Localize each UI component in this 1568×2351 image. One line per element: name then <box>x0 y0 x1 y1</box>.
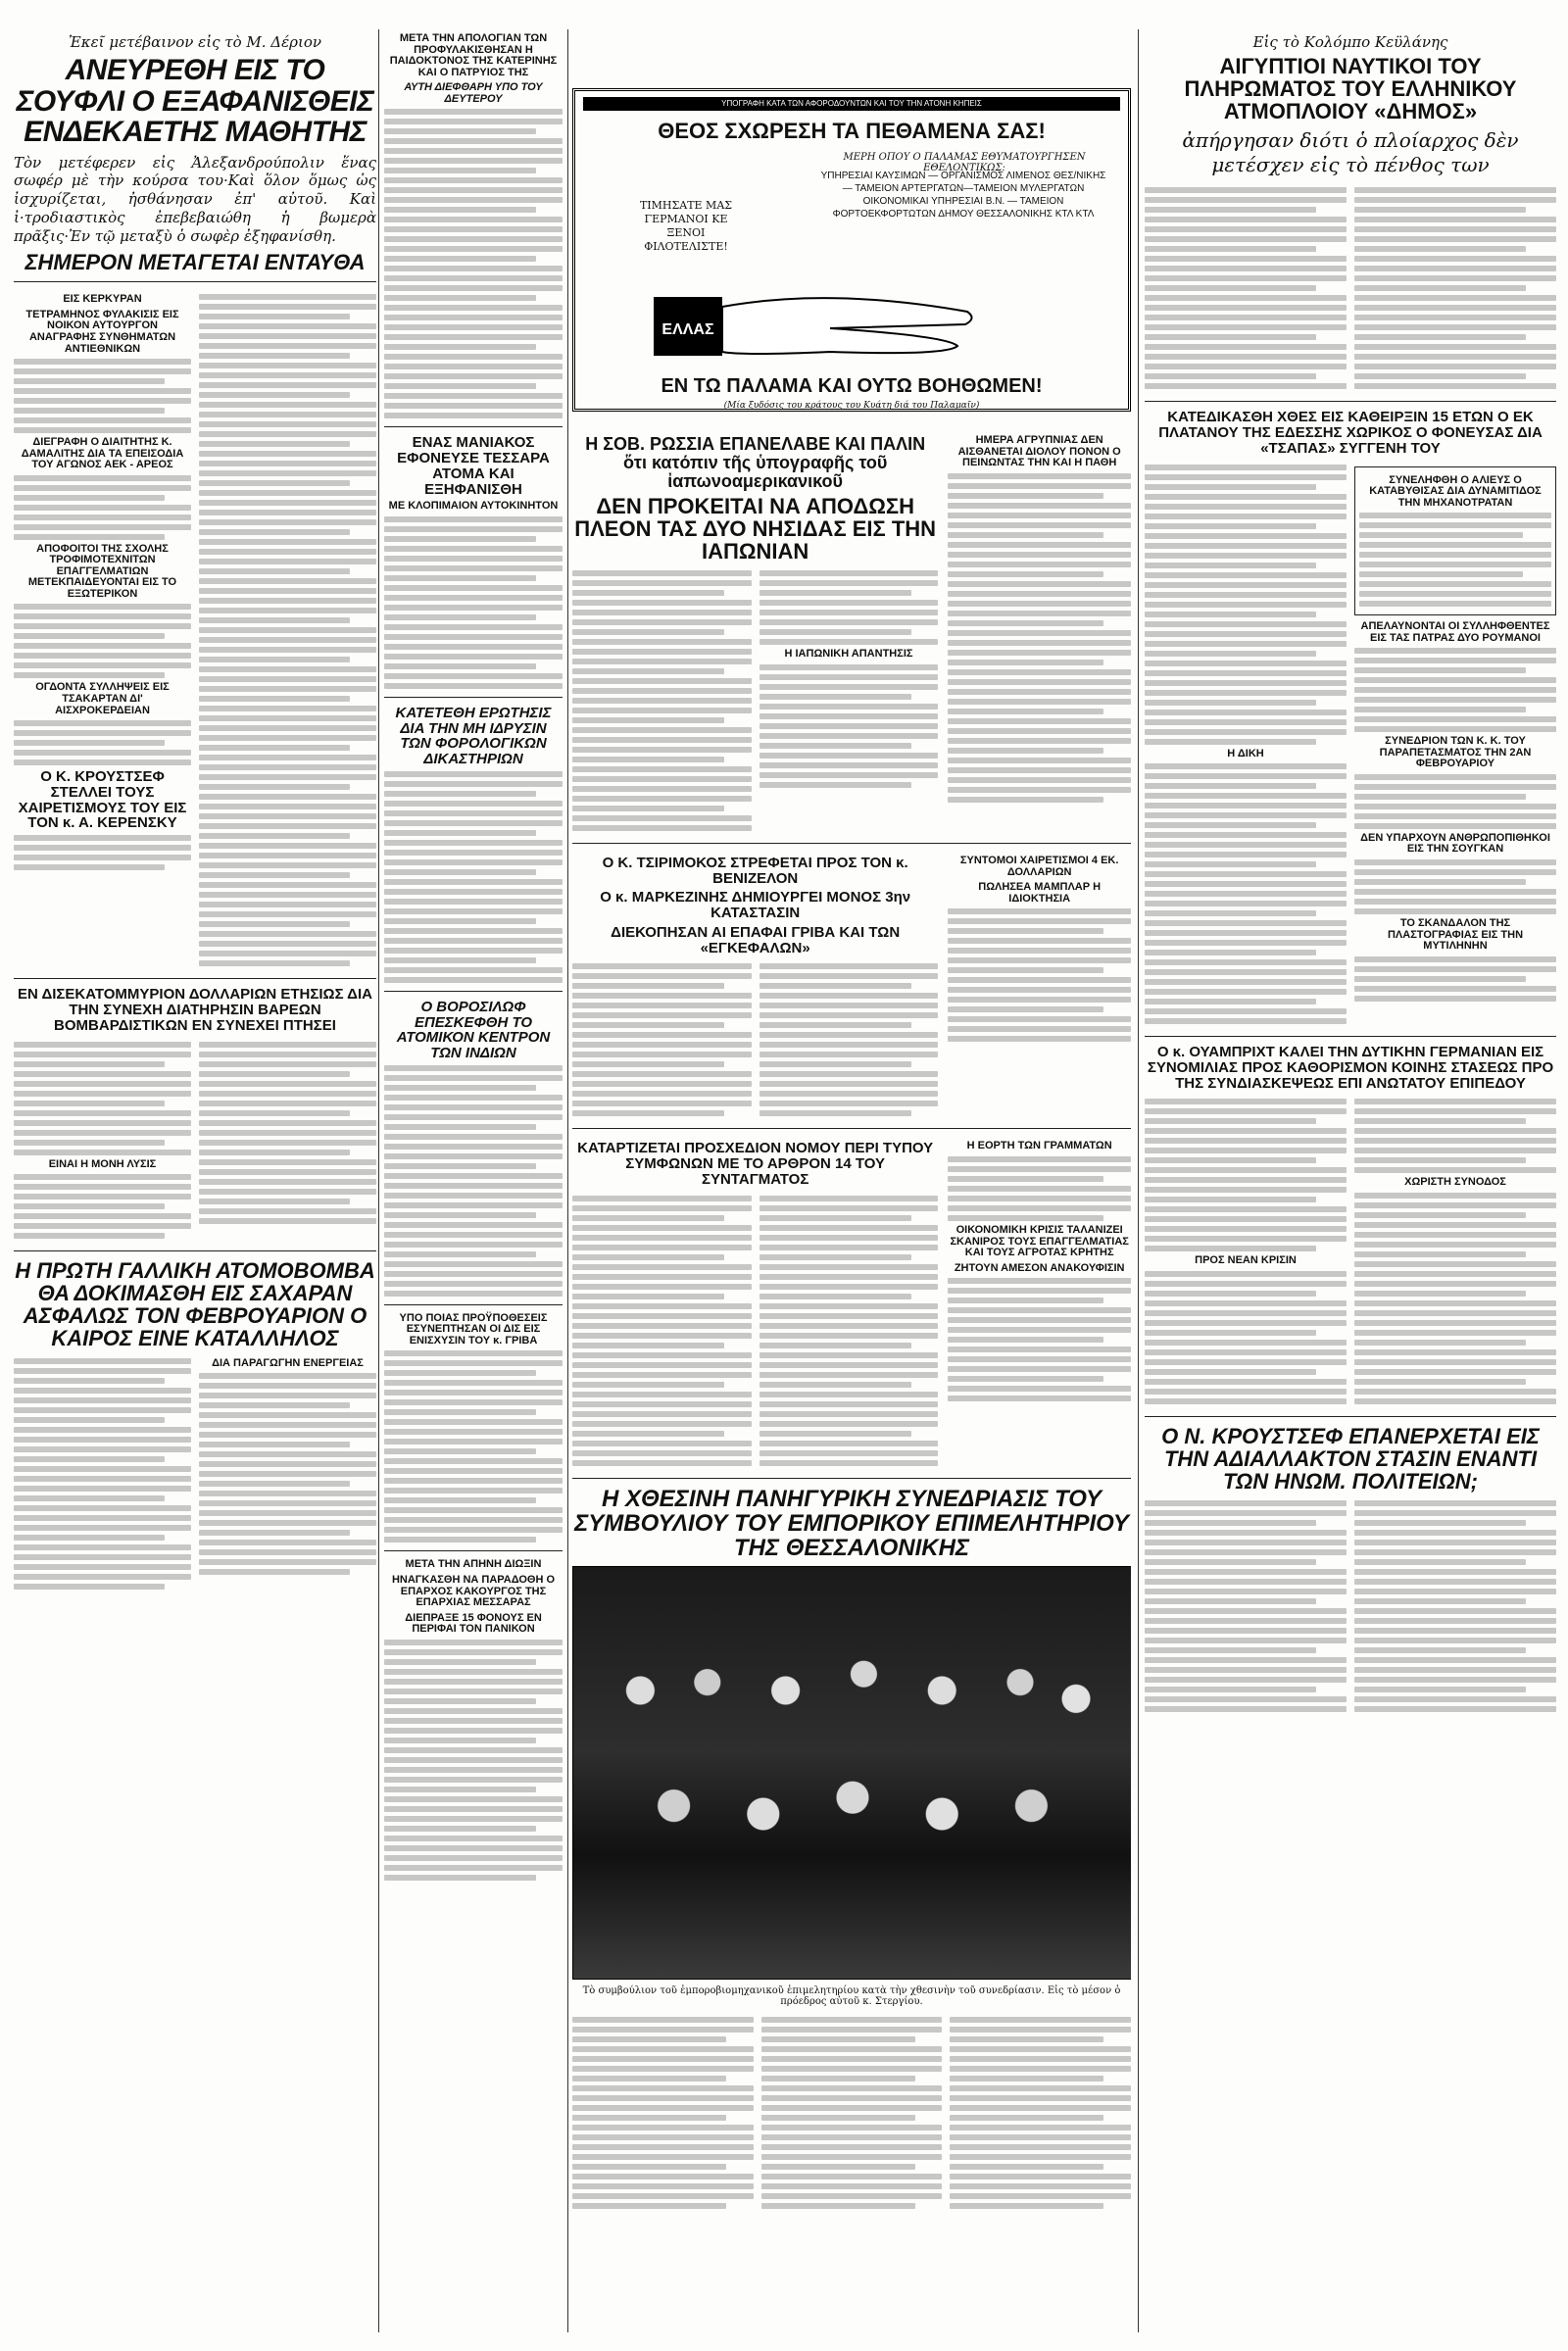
column-rule <box>1138 29 1139 2332</box>
left-column <box>14 29 376 2342</box>
meeting-photo <box>572 1566 1131 1980</box>
article-headline: Ο Ν. ΚΡΟΥΣΤΣΕΦ ΕΠΑΝΕΡΧΕΤΑΙ ΕΙΣ ΤΗΝ ΑΔΙΑΛΛΑΚΤΟΝ ΣΤΑΣΙΝ ΕΝΑΝΤΙ ΤΩΝ ΗΝΩΜ. ΠΟΛΙΤΕΙΩΝ; <box>1161 1423 1540 1494</box>
ad-title: ΘΕΟΣ ΣΧΩΡΕΣΗ ΤΑ ΠΕΘΑΜΕΝΑ ΣΑΣ! <box>658 119 1046 143</box>
second-column <box>384 29 563 2342</box>
article-headline: Η ΠΡΩΤΗ ΓΑΛΛΙΚΗ ΑΤΟΜΟΒΟΜΒΑ ΘΑ ΔΟΚΙΜΑΣΘΗ ΕΙΣ ΣΑΧΑΡΑΝ ΑΣΦΑΛΩΣ ΤΟΝ ΦΕΒΡΟΥΑΡΙΟΝ Ο ΚΑΙΡΟΣ ΕΙΝΕ ΚΑΤΑΛΛΗΛΟΣ <box>15 1258 375 1351</box>
article-headline: Η ΕΟΡΤΗ ΤΩΝ ΓΡΑΜΜΑΤΩΝ <box>966 1140 1112 1152</box>
article-headline: ΔΕΝ ΥΠΑΡΧΟΥΝ ΑΝΘΡΩΠΟΠΙΘΗΚΟΙ ΕΙΣ ΤΗΝ ΣΟΥΓΚΑΝ <box>1360 831 1550 856</box>
hand-shape <box>722 298 972 354</box>
ad-subtitle: ΜΕΡΗ ΟΠΟΥ Ο ΠΑΛΑΜΑΣ ΕΘΥΜΑΤΟΥΡΓΗΣΕΝ ΕΘΕΛΟΝΤΙΚΩΣ: <box>843 152 1086 173</box>
divider <box>14 281 376 282</box>
article-headline: ΥΠΟ ΠΟΙΑΣ ΠΡΟΫΠΟΘΕΣΕΙΣ ΕΣΥΝΕΠΤΗΣΑΝ ΟΙ ΔΙΣ ΕΙΣ ΕΝΙΣΧΥΣΙΝ ΤΟΥ κ. ΓΡΙΒΑ <box>399 1311 548 1347</box>
deck: Τὸν μετέφερεν εἰς Ἀλεξανδρούπολιν ἕνας σωφέρ μὲ τὴν κούρσα του·Καὶ ὅλον ὅμως ὡς ἰσχυρίζεται, ἠσθάνησαν ἐπ' αὐτοῦ. Καὶ ἰ·τροδιαστικὸς ἐπεβεβαιώθη ἡ βωμερὰ πρᾶξις·Ἐν τῷ μεταξὺ ὁ σωφὲρ ἐξηφανίσθη. <box>14 153 376 245</box>
subhead: ΣΗΜΕΡΟΝ ΜΕΤΑΓΕΤΑΙ ΕΝΤΑΥΘΑ <box>24 250 366 275</box>
article-subhead: ΖΗΤΟΥΝ ΑΜΕΣΟΝ ΑΝΑΚΟΥΦΙΣΙΝ <box>954 1261 1125 1274</box>
article-headline: ΚΑΤΕΤΕΘΗ ΕΡΩΤΗΣΙΣ ΔΙΑ ΤΗΝ ΜΗ ΙΔΡΥΣΙΝ ΤΩΝ ΦΟΡΟΛΟΓΙΚΩΝ ΔΙΚΑΣΤΗΡΙΩΝ <box>395 704 552 768</box>
kicker: Εἰς τὸ Κολόμπο Κεϋλάνης <box>1252 33 1448 51</box>
article-headline: ΑΠΕΛΑΥΝΟΝΤΑΙ ΟΙ ΣΥΛΛΗΦΘΕΝΤΕΣ ΕΙΣ ΤΑΣ ΠΑΤΡΑΣ ΔΥΟ ΡΟΥΜΑΝΟΙ <box>1360 620 1550 644</box>
article-headline: Ο ΒΟΡΟΣΙΛΩΦ ΕΠΕΣΚΕΦΘΗ ΤΟ ΑΤΟΜΙΚΟΝ ΚΕΝΤΡΟΝ ΤΩΝ ΙΝΔΙΩΝ <box>396 998 551 1062</box>
boxed-article <box>1354 466 1556 616</box>
photo-headline: Η ΧΘΕΣΙΝΗ ΠΑΝΗΓΥΡΙΚΗ ΣΥΝΕΔΡΙΑΣΙΣ ΤΟΥ ΣΥΜΒΟΥΛΙΟΥ ΤΟΥ ΕΜΠΟΡΙΚΟΥ ΕΠΙΜΕΛΗΤΗΡΙΟΥ ΤΗΣ ΘΕΣΣΑΛΟΝΙΚΗΣ <box>574 1485 1129 1562</box>
article-headline: ΚΑΤΑΡΤΙΖΕΤΑΙ ΠΡΟΣΧΕΔΙΟΝ ΝΟΜΟΥ ΠΕΡΙ ΤΥΠΟΥ ΣΥΜΦΩΝΩΝ ΜΕ ΤΟ ΑΡΘΡΟΝ 14 ΤΟΥ ΣΥΝΤΑΓΜΑΤΟΣ <box>577 1140 934 1188</box>
article-headline: ΟΓΔΟΝΤΑ ΣΥΛΛΗΨΕΙΣ ΕΙΣ ΤΣΑΚΑΡΤΑΝ ΔΙ' ΑΙΣΧΡΟΚΕΡΔΕΙΑΝ <box>35 681 170 716</box>
article-headline: ΜΕΤΑ ΤΗΝ ΑΠΟΛΟΓΙΑΝ ΤΩΝ ΠΡΟΦΥΛΑΚΙΣΘΗΣΑΝ Η ΠΑΙΔΟΚΤΟΝΟΣ ΤΗΣ ΚΑΤΕΡΙΝΗΣ ΚΑΙ Ο ΠΑΤΡΥΙΟΣ ΤΗΣ <box>389 32 558 78</box>
photo-caption: Τὸ συμβούλιον τοῦ ἐμποροβιομηχανικοῦ ἐπιμελητηρίου κατὰ τὴν χθεσινὴν τοῦ συνεδρίασιν. Εἰς τὸ μέσον ὁ πρόεδρος αὐτοῦ κ. Στεργίου. <box>582 1985 1121 2008</box>
article-headline: Ο κ. ΟΥΑΜΠΡΙΧΤ ΚΑΛΕΙ ΤΗΝ ΔΥΤΙΚΗΝ ΓΕΡΜΑΝΙΑΝ ΕΙΣ ΣΥΝΟΜΙΛΙΑΣ ΠΡΟΣ ΚΑΘΟΡΙΣΜΟΝ ΚΟΙΝΗΣ ΣΤΑΣΕΩΣ ΠΡΟ ΤΗΣ ΣΥΝΔΙΑΣΚΕΨΕΩΣ ΕΠΙ ΑΝΩΤΑΤΟΥ ΕΠΙΠΕΔΟΥ <box>1147 1044 1554 1092</box>
article-headline: ΤΕΤΡΑΜΗΝΟΣ ΦΥΛΑΚΙΣΙΣ ΕΙΣ ΝΟΙΚΟΝ ΑΥΤΟΥΡΓΟΝ ΑΝΑΓΡΑΦΗΣ ΣΥΝΘΗΜΑΤΩΝ ΑΝΤΙΕΘΝΙΚΩΝ <box>25 308 179 355</box>
column-rule <box>567 29 568 2332</box>
article-headline: ΗΜΕΡΑ ΑΓΡΥΠΝΙΑΣ ΔΕΝ ΑΙΣΘΑΝΕΤΑΙ ΔΙΟΛΟΥ ΠΟΝΟΝ Ο ΠΕΙΝΩΝΤΑΣ ΤΗΝ ΚΑΙ Η ΠΑΘΗ <box>957 434 1121 469</box>
article-headline: ΔΙΕΚΟΠΗΣΑΝ ΑΙ ΕΠΑΦΑΙ ΓΡΙΒΑ ΚΑΙ ΤΩΝ «ΕΓΚΕΦΑΛΩΝ» <box>611 923 901 956</box>
article-headline: Η ΣΟΒ. ΡΩΣΣΙΑ ΕΠΑΝΕΛΑΒΕ ΚΑΙ ΠΑΛΙΝ ὅτι κατόπιν τῆς ὑπογραφῆς τοῦ ἰαπωνοαμερικανικοῦ <box>585 434 926 491</box>
ad-list: ΥΠΗΡΕΣΙΑΙ ΚΑΥΣΙΜΩΝ — ΟΡΓΑΝΙΣΜΟΣ ΛΙΜΕΝΟΣ ΘΕΣ/ΝΙΚΗΣ — ΤΑΜΕΙΟΝ ΑΡΤΕΡΓΑΤΩΝ—ΤΑΜΕΙΟΝ ΜΥΛΕΡΓΑΤΩΝ ΟΙΚΟΝΟΜΙΚΑΙ ΥΠΗΡΕΣΙΑΙ Β.Ν. — ΤΑΜΕΙΟΝ ΦΟΡΤΟΕΚΦΟΡΤΩΤΩΝ ΔΗΜΟΥ ΘΕΣΣΑΛΟΝΙΚΗΣ ΚΤΛ ΚΤΛ <box>820 171 1106 220</box>
article-subhead: ΠΩΛΗΣΕΑ ΜΑΜΠΛΑΡ Η ΙΔΙΟΚΤΗΣΙΑ <box>978 881 1102 905</box>
ad-footer-note: (Μία ξυδόσις του κράτους του Κυάτη διά του Παλαμαῖν) <box>723 401 980 411</box>
article-subhead: Η ΙΑΠΩΝΙΚΗ ΑΠΑΝΤΗΣΙΣ <box>784 647 913 660</box>
article-subhead: ΑΥΤΗ ΔΙΕΦΘΑΡΗ ΥΠΟ ΤΟΥ ΔΕΥΤΕΡΟΥ <box>404 81 543 105</box>
hand-label: ΕΛΛΑΣ <box>662 321 714 338</box>
article-subhead: ΔΙΕΠΡΑΞΕ 15 ΦΟΝΟΥΣ ΕΝ ΠΕΡΙΦΑΙ ΤΟΝ ΠΑΝΙΚΟΝ <box>405 1611 542 1636</box>
article-subhead: ΠΡΟΣ ΝΕΑΝ ΚΡΙΣΙΝ <box>1195 1254 1297 1267</box>
ad-side-text: ΤΙΜΗΣΑΤΕ ΜΑΣ ΓΕΡΜΑΝΟΙ ΚΕ ΞΕΝΟΙ ΦΙΛΟΤΕΛΙΣΤΕ! <box>639 199 733 253</box>
article-headline: ΔΙΑ ΠΑΡΑΓΩΓΗΝ ΕΝΕΡΓΕΙΑΣ <box>212 1356 364 1369</box>
kicker: Ἐκεῖ μετέβαινον εἰς τὸ Μ. Δέριον <box>68 33 322 51</box>
article-headline: ΣΥΝΕΔΡΙΟΝ ΤΩΝ Κ. Κ. ΤΟΥ ΠΑΡΑΠΕΤΑΣΜΑΤΟΣ ΤΗΝ 2ΑΝ ΦΕΒΡΟΥΑΡΙΟΥ <box>1379 735 1532 770</box>
article-headline: ΕΝ ΔΙΣΕΚΑΤΟΜΜΥΡΙΟΝ ΔΟΛΛΑΡΙΩΝ ΕΤΗΣΙΩΣ ΔΙΑ ΤΗΝ ΣΥΝΕΧΗ ΔΙΑΤΗΡΗΣΙΝ ΒΑΡΕΩΝ ΒΟΜΒΑΡΔΙΣΤΙΚΩΝ ΕΝ ΣΥΝΕΧΕΙ ΠΤΗΣΕΙ <box>18 986 372 1034</box>
article-headline: ΗΝΑΓΚΑΣΘΗ ΝΑ ΠΑΡΑΔΟΘΗ Ο ΕΠΑΡΧΟΣ ΚΑΚΟΥΡΓΟΣ ΤΗΣ ΕΠΑΡΧΙΑΣ ΜΕΣΣΑΡΑΣ <box>391 1574 556 1609</box>
article-headline: Ο Κ. ΚΡΟΥΣΤΣΕΦ ΣΤΕΛΛΕΙ ΤΟΥΣ ΧΑΙΡΕΤΙΣΜΟΥΣ ΤΟΥ ΕΙΣ ΤΟΝ κ. Α. ΚΕΡΕΝΣΚΥ <box>18 768 187 832</box>
center-column <box>572 431 1131 2342</box>
headline-main: ΑΝΕΥΡΕΘΗ ΕΙΣ ΤΟ ΣΟΥΦΛΙ Ο ΕΞΑΦΑΝΙΣΘΕΙΣ ΕΝΔΕΚΑΕΤΗΣ ΜΑΘΗΤΗΣ <box>16 54 374 148</box>
right-column <box>1145 29 1556 2342</box>
article-headline: ΑΙΓΥΠΤΙΟΙ ΝΑΥΤΙΚΟΙ ΤΟΥ ΠΛΗΡΩΜΑΤΟΣ ΤΟΥ ΕΛΛΗΝΙΚΟΥ ΑΤΜΟΠΛΟΙΟΥ «ΔΗΜΟΣ» <box>1184 54 1517 124</box>
hand-illustration <box>634 258 987 375</box>
article-subhead: Η ΔΙΚΗ <box>1227 747 1264 759</box>
ad-top-banner: ΥΠΟΓΡΑΦΗ ΚΑΤΑ ΤΩΝ ΑΦΟΡΟΔΟΥΝΤΩΝ ΚΑΙ ΤΟΥ ΤΗΝ ΑΤΟΝΗ ΚΗΠΕΙΣ <box>583 97 1120 111</box>
article-subhead: ΧΩΡΙΣΤΗ ΣΥΝΟΔΟΣ <box>1404 1176 1506 1189</box>
article-headline: ΟΙΚΟΝΟΜΙΚΗ ΚΡΙΣΙΣ ΤΑΛΑΝΙΖΕΙ ΣΚΑΝΙΡΟΣ ΤΟΥΣ ΕΠΑΓΓΕΛΜΑΤΙΑΣ ΚΑΙ ΤΟΥΣ ΑΓΡΟΤΑΣ ΚΡΗΤΗΣ <box>950 1224 1129 1259</box>
article-headline: ΣΥΝΕΛΗΦΘΗ Ο ΑΛΙΕΥΣ Ο ΚΑΤΑΒΥΘΙΣΑΣ ΔΙΑ ΔΥΝΑΜΙΤΙΔΟΣ ΤΗΝ ΜΗΧΑΝΟΤΡΑΤΑΝ <box>1369 473 1542 509</box>
article-headline: ΤΟ ΣΚΑΝΔΑΛΟΝ ΤΗΣ ΠΛΑΣΤΟΓΡΑΦΙΑΣ ΕΙΣ ΤΗΝ ΜΥΤΙΛΗΝΗΝ <box>1387 917 1524 953</box>
article-headline: ΕΝΑΣ ΜΑΝΙΑΚΟΣ ΕΦΟΝΕΥΣΕ ΤΕΣΣΑΡΑ ΑΤΟΜΑ ΚΑΙ ΕΞΗΦΑΝΙΣΘΗ <box>397 434 550 498</box>
article-headline: ΔΙΕΓΡΑΦΗ Ο ΔΙΑΙΤΗΤΗΣ Κ. ΔΑΜΑΛΙΤΗΣ ΔΙΑ ΤΑ ΕΠΕΙΣΟΔΙΑ ΤΟΥ ΑΓΩΝΟΣ ΑΕΚ - ΑΡΕΟΣ <box>21 436 184 471</box>
column-rule <box>378 29 379 2332</box>
article-headline: Ο κ. ΜΑΡΚΕΖΙΝΗΣ ΔΗΜΙΟΥΡΓΕΙ ΜΟΝΟΣ 3ην ΚΑΤΑΣΤΑΣΙΝ <box>600 889 911 922</box>
article-headline: ΔΕΝ ΠΡΟΚΕΙΤΑΙ ΝΑ ΑΠΟΔΩΣΗ ΠΛΕΟΝ ΤΑΣ ΔΥΟ ΝΗΣΙΔΑΣ ΕΙΣ ΤΗΝ ΙΑΠΩΝΙΑΝ <box>574 493 937 563</box>
article-headline: Ο Κ. ΤΣΙΡΙΜΟΚΟΣ ΣΤΡΕΦΕΤΑΙ ΠΡΟΣ ΤΟΝ κ. ΒΕΝΙΖΕΛΟΝ <box>602 854 908 887</box>
section-label: ΜΕΤΑ ΤΗΝ ΑΠΗΝΗ ΔΙΩΞΙΝ <box>405 1558 542 1571</box>
ad-box <box>572 88 1131 412</box>
article-headline: ΑΠΟΦΟΙΤΟΙ ΤΗΣ ΣΧΟΛΗΣ ΤΡΟΦΙΜΟΤΕΧΝΙΤΩΝ ΕΠΑΓΓΕΛΜΑΤΙΩΝ ΜΕΤΕΚΠΑΙΔΕΥΟΝΤΑΙ ΕΙΣ ΤΟ ΕΞΩΤΕΡΙΚΟΝ <box>27 542 177 600</box>
article-subhead: ΜΕ ΚΛΟΠΙΜΑΙΟΝ ΑΥΤΟΚΙΝΗΤΟΝ <box>388 500 559 513</box>
article-headline: ΕΙΝΑΙ Η ΜΟΝΗ ΛΥΣΙΣ <box>48 1157 157 1170</box>
article-headline: ΣΥΝΤΟΜΟΙ ΧΑΙΡΕΤΙΣΜΟΙ 4 ΕΚ. ΔΟΛΛΑΡΙΩΝ <box>959 854 1119 878</box>
deck: ἀπήργησαν διότι ὁ πλοίαρχος δὲν μετέσχεν εἰς τὸ πένθος των <box>1182 128 1519 177</box>
section-label: ΕΙΣ ΚΕΡΚΥΡΑΝ <box>63 293 142 306</box>
article-headline: ΚΑΤΕΔΙΚΑΣΘΗ ΧΘΕΣ ΕΙΣ ΚΑΘΕΙΡΞΙΝ 15 ΕΤΩΝ Ο ΕΚ ΠΛΑΤΑΝΟΥ ΤΗΣ ΕΔΕΣΣΗΣ ΧΩΡΙΚΟΣ Ο ΦΟΝΕΥΣΑΣ ΔΙΑ «ΤΣΑΠΑΣ» ΣΥΓΓΕΝΗ ΤΟΥ <box>1158 409 1543 457</box>
ad-footer: ΕΝ ΤΩ ΠΑΛΑΜΑ ΚΑΙ ΟΥΤΩ ΒΟΗΘΩΜΕΝ! <box>661 375 1043 397</box>
